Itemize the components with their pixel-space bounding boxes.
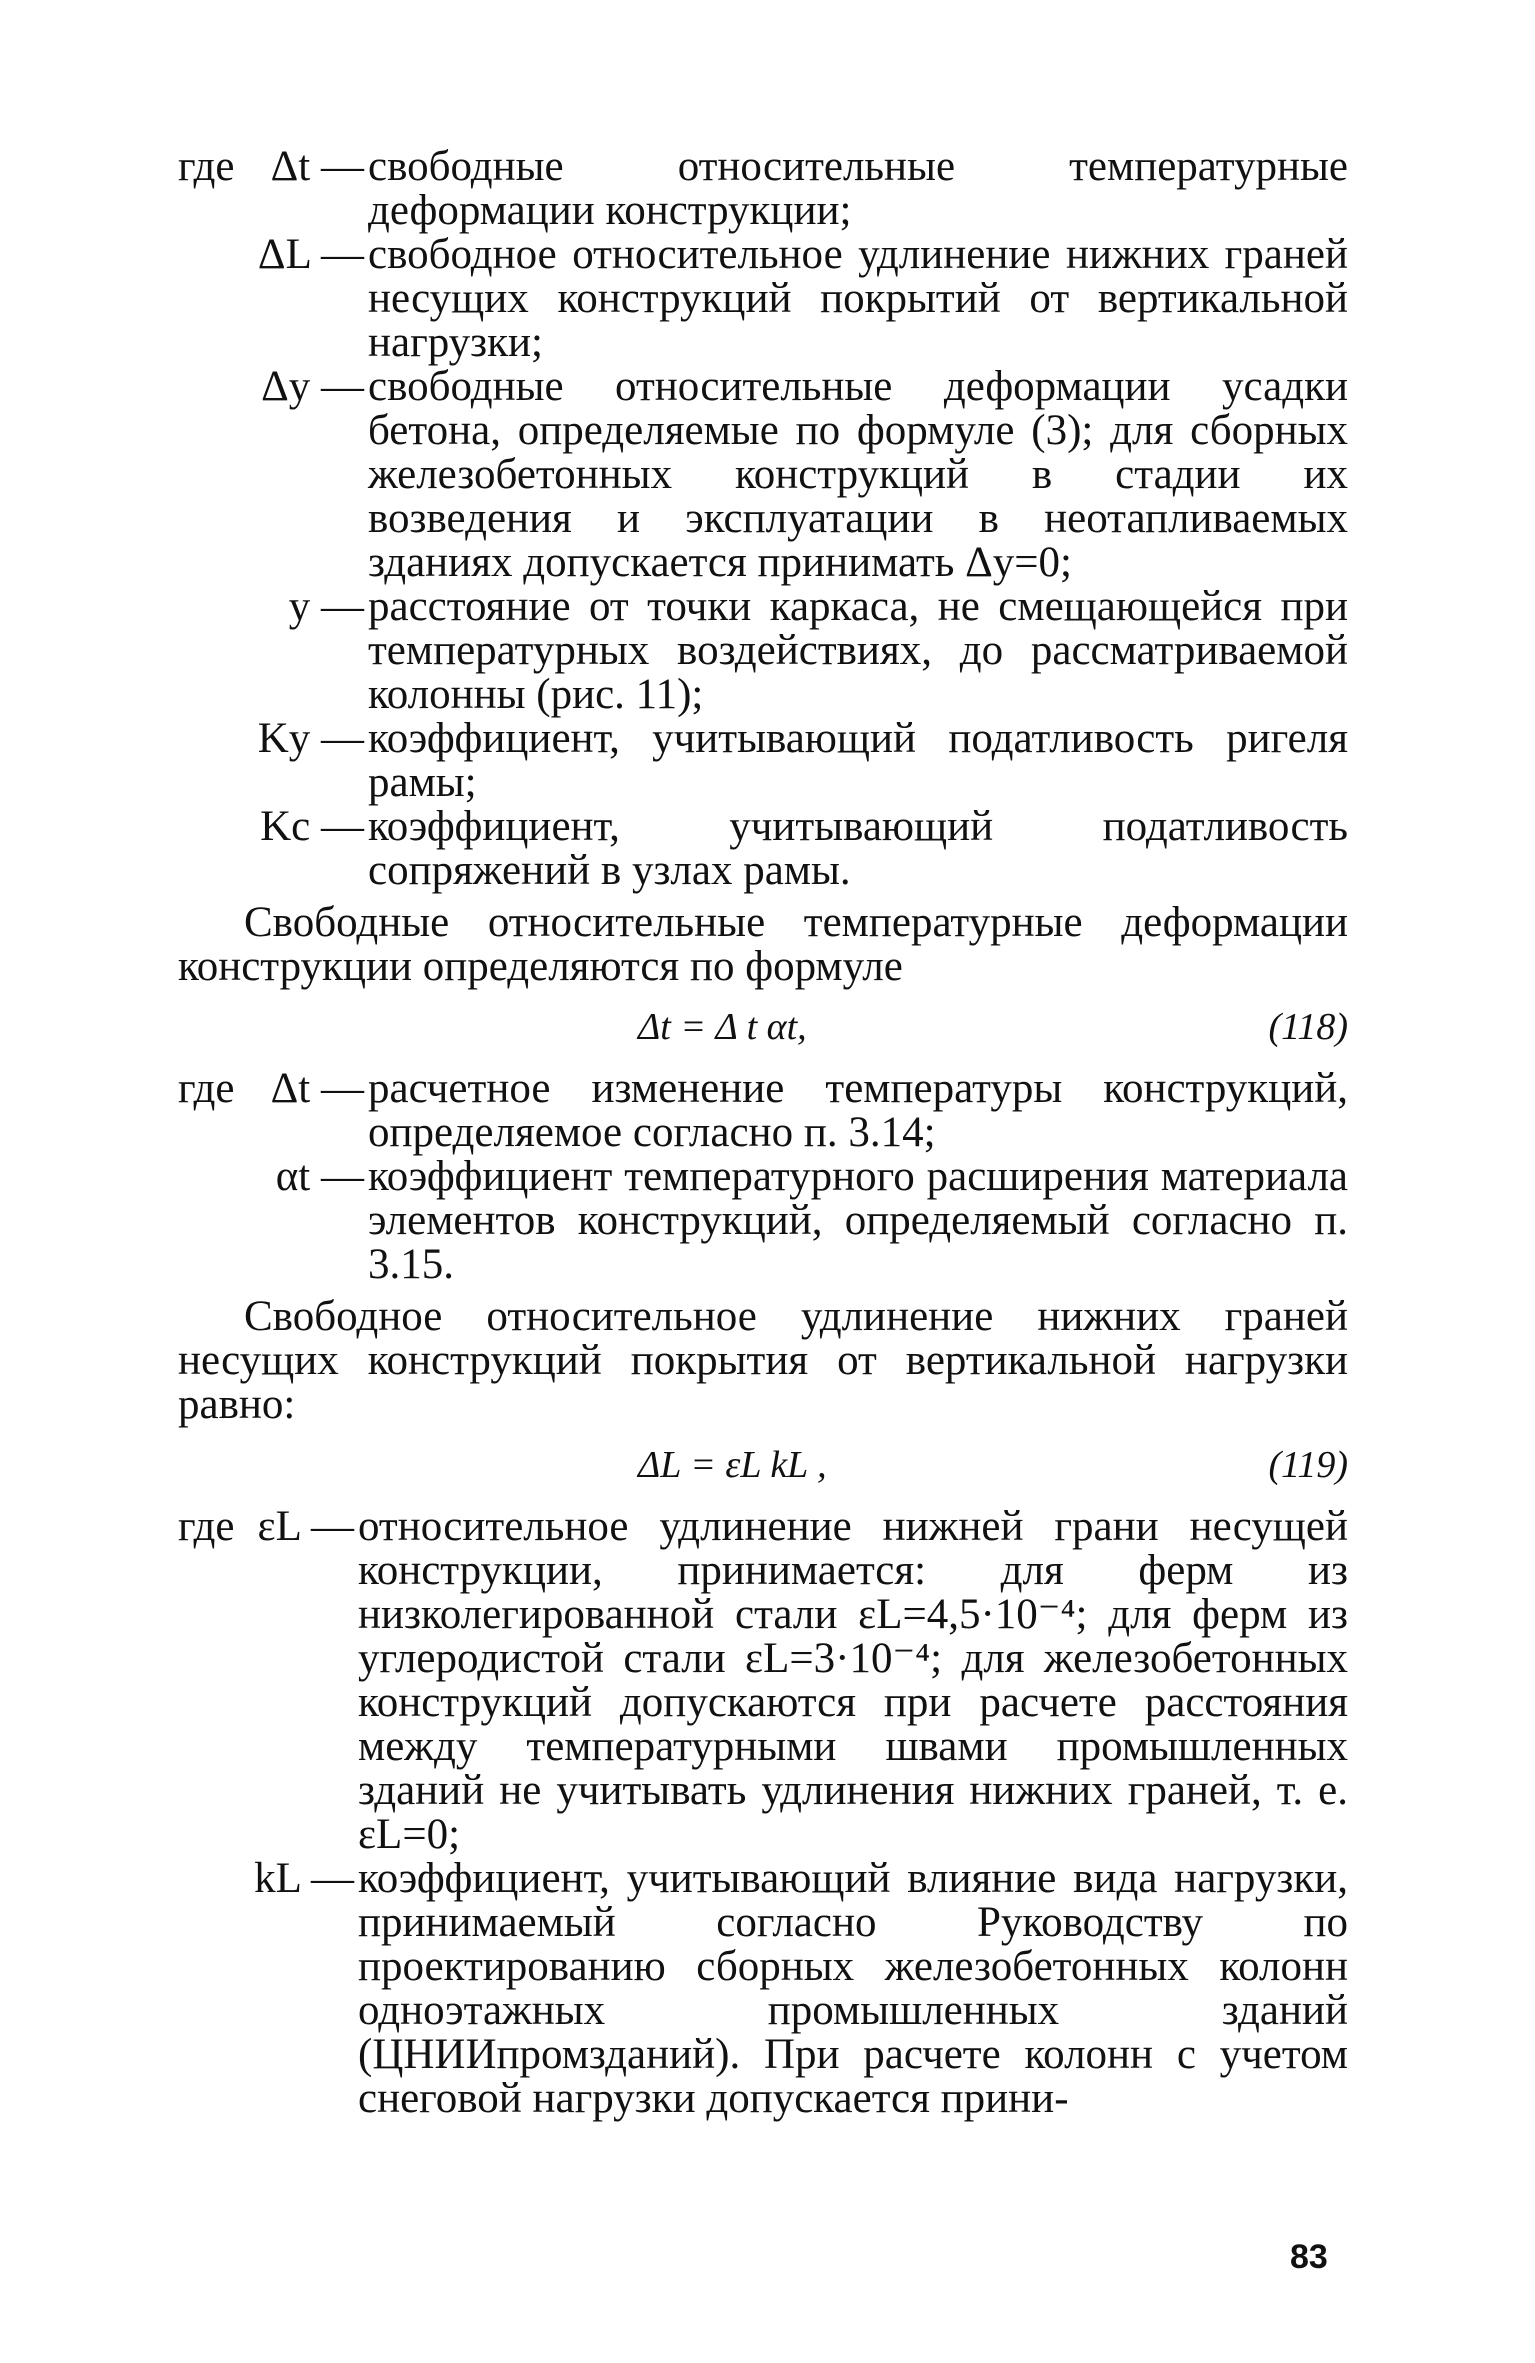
definition-symbol: Kу — xyxy=(257,715,364,762)
definition-item xyxy=(178,233,1348,365)
definition-item xyxy=(178,717,1348,805)
definition-text: расчетное изменение температуры конструкций, определяемое согласно п. 3.14; xyxy=(368,1065,1348,1156)
definition-item xyxy=(178,1857,1348,2121)
page-number: 83 xyxy=(1290,2238,1328,2276)
definition-text: свободное относительное удлинение нижних граней несущих конструкций покрытий от вертикальной нагрузки; xyxy=(368,231,1348,366)
definition-text: свободные относительные температурные деформации конструкции; xyxy=(368,143,1348,234)
formula-119 xyxy=(178,1437,1348,1493)
definition-symbol: y — xyxy=(288,583,364,630)
formula-expression: Δt = Δ t αt, xyxy=(638,1006,807,1048)
definition-text: относительное удлинение нижней грани несущей конструкции, принимается: для ферм из низколегированной стали εL=4,5·10⁻⁴; для ферм из углеродистой стали εL=3·10⁻⁴; для железобетонных конструкций допускаются при расчете расстояния между температурными швами промышленных зданий не учитывать удлинения нижних граней, т. е. εL=0; xyxy=(358,1503,1348,1858)
definition-text: коэффициент температурного расширения материала элементов конструкций, определяемый согласно п. 3.15. xyxy=(368,1153,1348,1288)
definition-text: коэффициент, учитывающий податливость сопряжений в узлах рамы. xyxy=(368,803,1348,894)
definition-text: свободные относительные деформации усадки бетона, определяемые по формуле (3); для сборных железобетонных конструкций в стадии их возведения и эксплуатации в неотапливаемых зданиях допускается принимать Δу=0; xyxy=(368,363,1348,586)
definitions-list-2 xyxy=(178,1067,1348,1287)
definitions-list-3 xyxy=(178,1505,1348,2121)
text-block xyxy=(178,145,1348,2121)
definition-lead: где xyxy=(178,143,235,190)
definition-lead: где xyxy=(178,1065,235,1112)
definition-symbol: εL — xyxy=(257,1503,354,1550)
paragraph-1: Свободные относительные температурные деформации конструкции определяются по формуле xyxy=(178,899,1348,990)
definition-symbol: αt — xyxy=(275,1153,364,1200)
formula-number: (118) xyxy=(1268,1006,1348,1048)
definition-item xyxy=(178,365,1348,585)
definition-text: коэффициент, учитывающий влияние вида нагрузки, принимаемый согласно Руководству по проектированию сборных железобетонных колонн одноэтажных промышленных зданий (ЦНИИпромзданий). При расчете колонн с учетом снеговой нагрузки допускается прини- xyxy=(358,1855,1348,2122)
definitions-list-1 xyxy=(178,145,1348,893)
definition-item xyxy=(178,1155,1348,1287)
definition-item xyxy=(178,585,1348,717)
definition-symbol: Kс — xyxy=(260,803,364,850)
definition-symbol: Δt — xyxy=(270,143,364,190)
definition-symbol: Δу — xyxy=(261,363,364,410)
definition-item xyxy=(178,805,1348,893)
formula-number: (119) xyxy=(1268,1444,1348,1486)
formula-expression: ΔL = εL kL , xyxy=(638,1444,827,1486)
definition-symbol: kL — xyxy=(254,1855,354,1902)
definition-symbol: Δt — xyxy=(270,1065,364,1112)
formula-118 xyxy=(178,999,1348,1055)
paragraph-2: Свободное относительное удлинение нижних граней несущих конструкций покрытия от вертикальной нагрузки равно: xyxy=(178,1293,1348,1428)
definition-text: расстояние от точки каркаса, не смещающейся при температурных воздействиях, до рассматриваемой колонны (рис. 11); xyxy=(368,583,1348,718)
definition-lead: где xyxy=(178,1503,235,1550)
definition-item xyxy=(178,145,1348,233)
definition-symbol: ΔL — xyxy=(257,231,364,278)
definition-item xyxy=(178,1505,1348,1857)
definition-text: коэффициент, учитывающий податливость ригеля рамы; xyxy=(368,715,1348,806)
definition-item xyxy=(178,1067,1348,1155)
